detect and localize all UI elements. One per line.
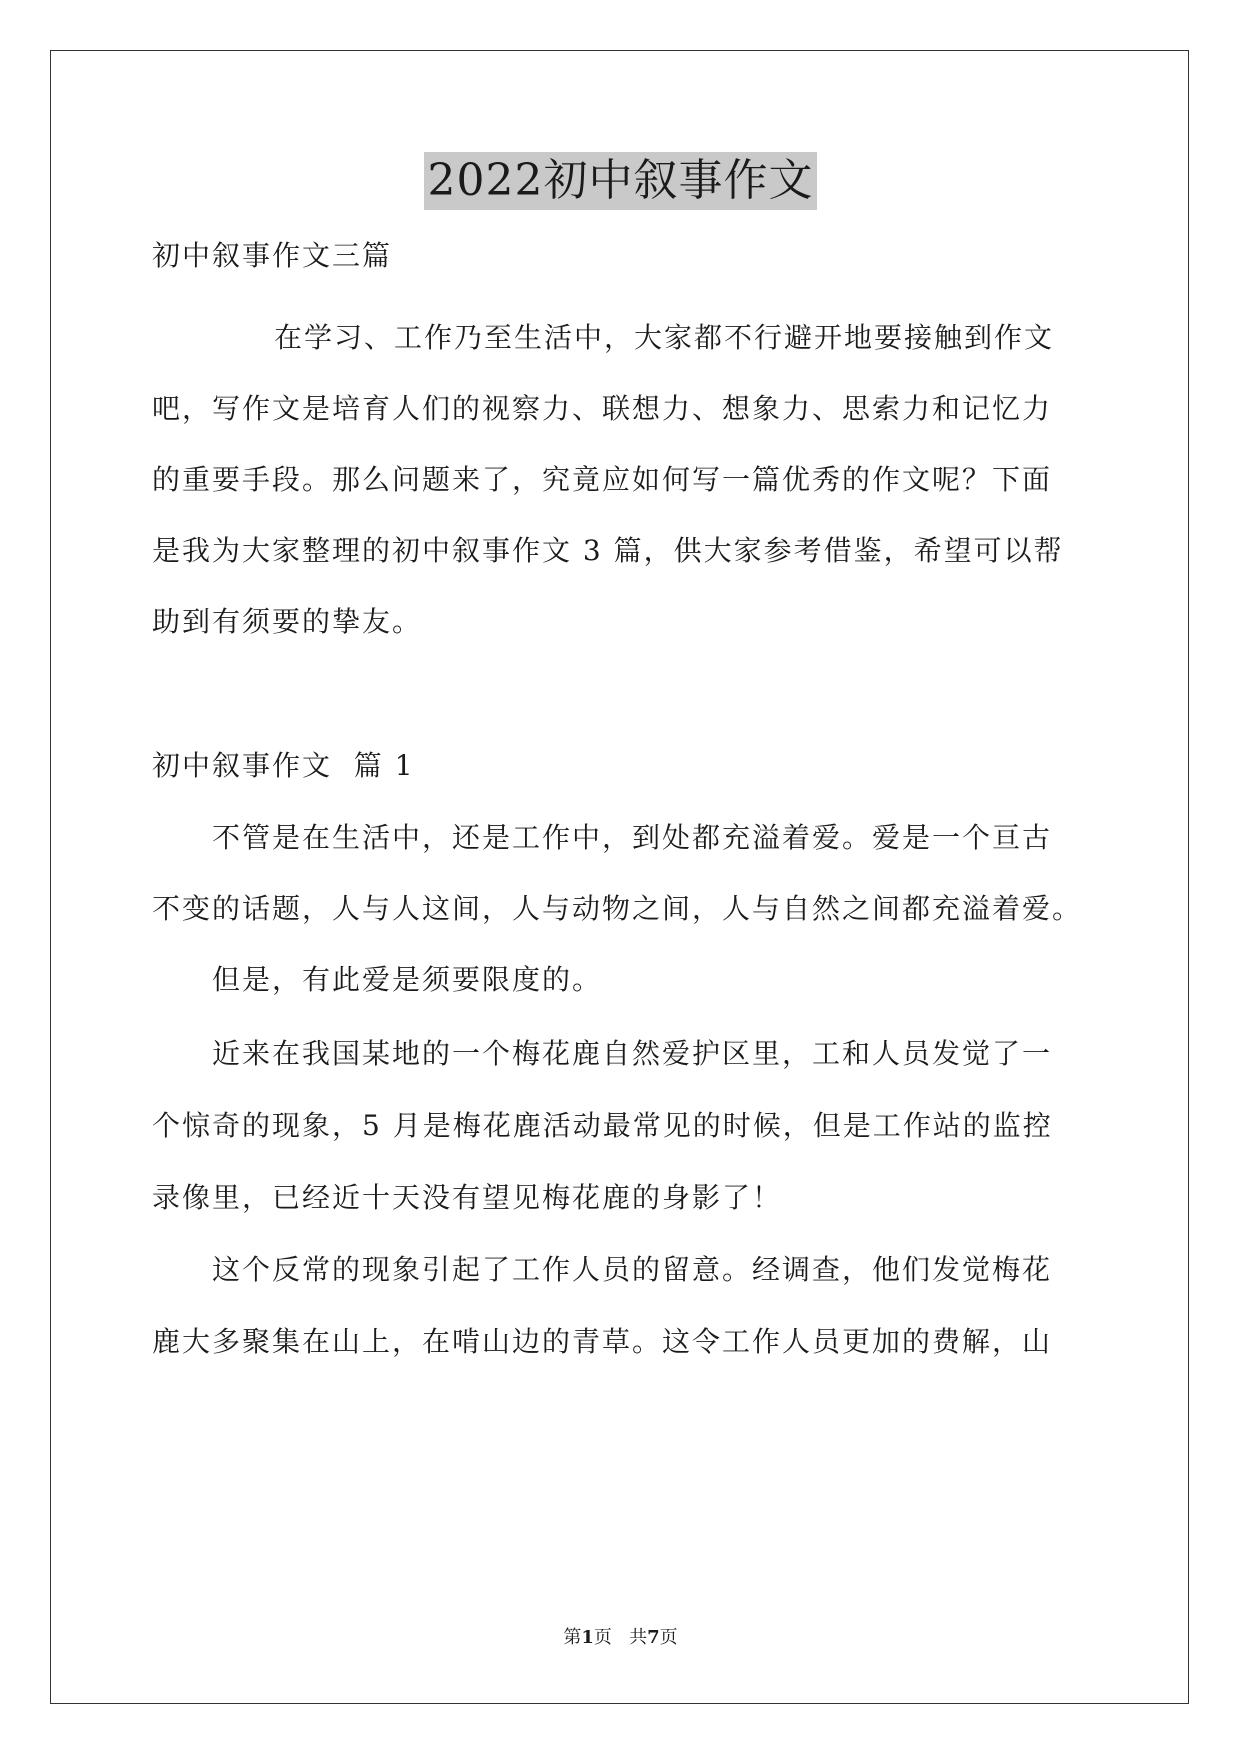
- footer-total-pages: 7: [647, 1627, 660, 1648]
- footer-middle: 页 共: [593, 1627, 648, 1648]
- paragraph-line: 不管是在生活中，还是工作中，到处都充溢着爱。爱是一个亘古: [212, 821, 1053, 854]
- section-heading: 初中叙事作文三篇: [152, 239, 393, 272]
- footer-page-number: 1: [581, 1627, 594, 1648]
- paragraph-line: 在学习、工作乃至生活中，大家都不行避开地要接触到作文: [274, 321, 1055, 354]
- paragraph-line: 个惊奇的现象，5 月是梅花鹿活动最常见的时候，但是工作站的监控: [152, 1109, 1053, 1142]
- paragraph-line: 近来在我国某地的一个梅花鹿自然爱护区里，工和人员发觉了一: [212, 1037, 1053, 1070]
- footer-prefix: 第: [563, 1627, 582, 1648]
- paragraph-line: 这个反常的现象引起了工作人员的留意。经调查，他们发觉梅花: [212, 1253, 1053, 1286]
- paragraph-line: 不变的话题，人与人这间，人与动物之间，人与自然之间都充溢着爱。: [152, 892, 1083, 925]
- paragraph-line: 吧，写作文是培育人们的视察力、联想力、想象力、思索力和记忆力: [152, 392, 1053, 425]
- paragraph-line: 是我为大家整理的初中叙事作文 3 篇，供大家参考借鉴，希望可以帮: [152, 534, 1064, 567]
- document-title: [0, 152, 1241, 210]
- document-title-text: 2022初中叙事作文: [424, 152, 818, 210]
- footer-suffix: 页: [659, 1627, 678, 1648]
- paragraph-line: 录像里，已经近十天没有望见梅花鹿的身影了！: [152, 1181, 783, 1214]
- paragraph-line: 的重要手段。那么问题来了，究竟应如何写一篇优秀的作文呢？下面: [152, 463, 1053, 496]
- page-footer: [0, 1626, 1241, 1650]
- paragraph-line: 鹿大多聚集在山上，在啃山边的青草。这令工作人员更加的费解，山: [152, 1325, 1053, 1358]
- paragraph-line: 助到有须要的挚友。: [152, 605, 423, 638]
- section-heading: 初中叙事作文 篇 1: [152, 749, 415, 782]
- page-border: [50, 50, 1189, 1704]
- paragraph-line: 但是，有此爱是须要限度的。: [212, 963, 603, 996]
